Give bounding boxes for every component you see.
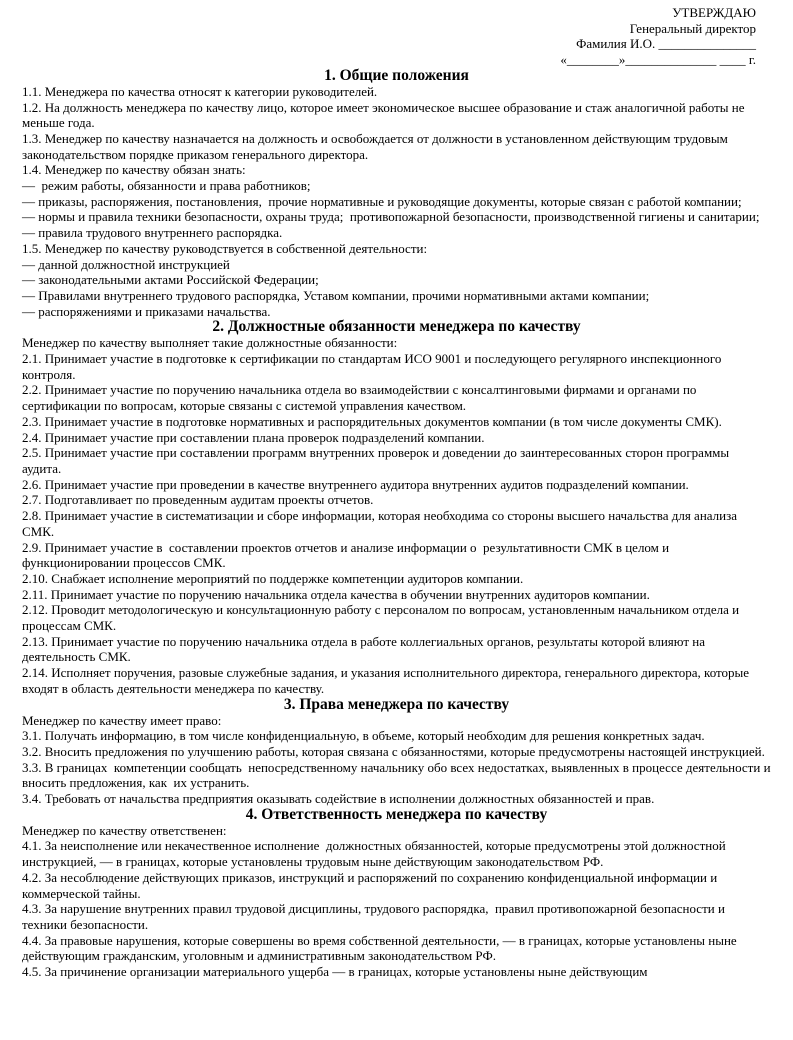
clause-4-4: 4.4. За правовые нарушения, которые совершены во время собственной деятельности, — в границах, которые установлены ныне действующим гражданским, уголовным и административным законодательством РФ. [22,932,740,964]
bullet-knowledge-item: — нормы и правила техники безопасности, охраны труда; противопожарной безопасности, производственной гигиены и санитарии; [22,209,760,225]
approval-name-line: Фамилия И.О. _______________ [576,36,756,52]
clause-2-11: 2.11. Принимает участие по поручению начальника отдела качества в обучении внутренних аудиторов компании. [22,586,650,602]
approval-date-line: «________»______________ ____ г. [560,52,756,68]
section-intro: Менеджер по качеству ответственен: [22,822,227,838]
bullet-guidance-item: — законодательными актами Российской Федерации; [22,272,319,288]
document-body [0,68,793,980]
clause-1-2: 1.2. На должность менеджера по качеству лицо, которое имеет экономическое высшее образование и стаж аналогичной работы не меньше года. [22,99,748,131]
clause-1-4: 1.4. Менеджер по качеству обязан знать: [22,162,246,178]
approval-role: Генеральный директор [629,20,756,36]
section-duties [22,319,771,696]
clause-2-12: 2.12. Проводит методологическую и консультационную работу с персоналом по вопросам, установленным начальником отдела и процессам СМК. [22,602,743,634]
section-title-rights: 3. Права менеджера по качеству [283,695,510,713]
clause-2-7: 2.7. Подготавливает по проведенным аудитам проекты отчетов. [22,492,374,508]
section-intro: Менеджер по качеству выполняет такие должностные обязанности: [22,335,398,351]
clause-2-8: 2.8. Принимает участие в систематизации и сборе информации, которая необходима со стороны высшего начальства для анализа СМК. [22,508,741,539]
section-title-duties: 2. Должностные обязанности менеджера по качеству [212,318,581,336]
clause-4-1: 4.1. За неисполнение или некачественное исполнение должностных обязанностей, которые предусмотрены этой должностной инструкцией, — в границах, которые установлены трудовым ныне действующим законодательством РФ. [22,838,729,870]
section-responsibility [22,807,771,980]
clause-2-4: 2.4. Принимает участие при составлении плана проверок подразделений компании. [22,429,485,445]
approval-stamp-label: УТВЕРЖДАЮ [672,5,756,20]
approval-block [0,0,793,68]
clause-2-14: 2.14. Исполняет поручения, разовые служебные задания, и указания исполнительного директора, генерального директора, которые входят в область деятельности менеджера по качеству. [22,665,753,696]
clause-4-3: 4.3. За нарушение внутренних правил трудовой дисциплины, трудового распорядка, правил противопожарной безопасности и техники безопасности. [22,901,729,932]
clause-2-6: 2.6. Принимает участие при проведении в качестве внутреннего аудитора внутренних аудитов подразделений компании. [22,476,689,492]
clause-2-1: 2.1. Принимает участие в подготовке к сертификации по стандартам ИСО 9001 и последующего регулярного инспекционного контроля. [22,351,725,382]
clause-2-9: 2.9. Принимает участие в составлении проектов отчетов и анализе информации о результативности СМК в целом и функционировании процессов СМК. [22,539,673,571]
bullet-guidance-item: — данной должностной инструкцией [22,256,230,272]
clause-1-3: 1.3. Менеджер по качеству назначается на должность и освобождается от должности в установленном действующим трудовым законодательством порядке приказом генерального директора. [22,130,732,162]
clause-3-3: 3.3. В границах компетенции сообщать непосредственному начальнику обо всех недостатках, выявленных в процессе деятельности и вносить предложения, как их устранить. [22,759,774,791]
clause-2-10: 2.10. Снабжает исполнение мероприятий по поддержке компетенции аудиторов компании. [22,570,524,586]
clause-4-5: 4.5. За причинение организации материального ущерба — в границах, которые установлены ныне действующим [22,964,648,980]
bullet-knowledge-item: — режим работы, обязанности и права работников; [22,178,311,194]
clause-3-4: 3.4. Требовать от начальства предприятия оказывать содействие в исполнении должностных обязанностей и прав. [22,791,655,807]
section-title-general-provisions: 1. Общие положения [324,66,469,84]
clause-4-2: 4.2. За несоблюдение действующих приказов, инструкций и распоряжений по сохранению конфиденциальной информации и коммерческой тайны. [22,869,721,901]
bullet-knowledge-item: — правила трудового внутреннего распорядка. [22,225,283,241]
clause-2-13: 2.13. Принимает участие по поручению начальника отдела в работе коллегиальных органов, результаты которой влияют на деятельность СМК. [22,633,709,665]
bullet-guidance-item: — распоряжениями и приказами начальства. [22,303,271,319]
bullet-guidance-item: — Правилами внутреннего трудового распорядка, Уставом компании, прочими нормативными актами компании; [22,287,650,303]
clause-1-1: 1.1. Менеджера по качества относят к категории руководителей. [22,83,378,99]
section-title-responsibility: 4. Ответственность менеджера по качеству [245,805,548,823]
section-intro: Менеджер по качеству имеет право: [22,712,222,728]
clause-1-5: 1.5. Менеджер по качеству руководствуется в собственной деятельности: [22,240,428,256]
clause-2-5: 2.5. Принимает участие при составлении программ внутренних проверок и доведении до заинтересованных сторон программы аудита. [22,445,733,476]
section-general-provisions [22,68,771,320]
clause-3-1: 3.1. Получать информацию, в том числе конфиденциальную, в объеме, который необходим для решения конкретных задач. [22,728,705,744]
clause-2-3: 2.3. Принимает участие в подготовке нормативных и распорядительных документов компании (в том числе документы СМК). [22,413,722,429]
clause-3-2: 3.2. Вносить предложения по улучшению работы, которая связана с обязанностями, которые предусмотрены настоящей инструкцией. [22,743,765,759]
section-rights [22,695,774,807]
clause-2-2: 2.2. Принимает участие по поручению начальника отдела во взаимодействии с консалтинговыми фирмами и органами по сертификации по вопросам, которые связаны с системой управления качеством. [22,382,700,414]
bullet-knowledge-item: — приказы, распоряжения, постановления, прочие нормативные и руководящие документы, которые связан с работой компании; [22,193,742,209]
